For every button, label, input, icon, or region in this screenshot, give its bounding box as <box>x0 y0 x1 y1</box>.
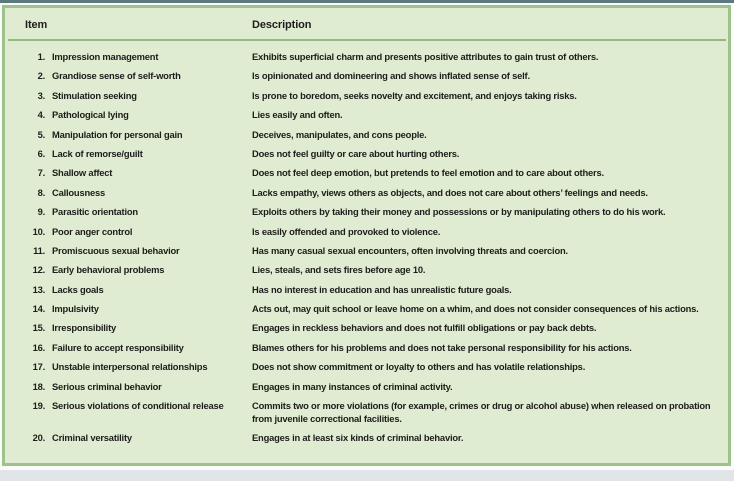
item-name: Promiscuous sexual behavior <box>52 244 180 256</box>
description-cell: Acts out, may quit school or leave home on a whim, and does not consider consequences of his actions. <box>252 303 699 315</box>
item-name: Parasitic orientation <box>52 206 138 218</box>
item-cell <box>25 69 252 82</box>
item-cell <box>25 108 252 121</box>
table-body <box>25 41 714 444</box>
item-name: Callousness <box>52 186 106 198</box>
item-cell <box>25 89 252 102</box>
item-name: Grandiose sense of self-worth <box>52 70 181 82</box>
bottom-strip <box>0 470 734 481</box>
table-row <box>25 147 714 160</box>
item-name: Impression management <box>52 51 159 62</box>
item-number: 17. <box>32 361 45 373</box>
item-cell <box>25 244 252 257</box>
item-number: 9. <box>37 206 45 218</box>
item-number: 7. <box>37 167 45 179</box>
description-cell: Has no interest in education and has unrealistic future goals. <box>252 283 512 295</box>
item-number: 6. <box>37 147 45 159</box>
description-cell: Does not feel deep emotion, but pretends to feel emotion and to care about others. <box>252 167 604 179</box>
item-number: 14. <box>32 303 45 315</box>
table-row <box>25 263 714 276</box>
table-row <box>25 128 714 141</box>
description-cell: Engages in reckless behaviors and does not fulfill obligations or pay back debts. <box>252 322 597 334</box>
item-number: 4. <box>37 109 45 121</box>
item-cell <box>25 263 252 276</box>
item-cell <box>25 341 252 354</box>
table-row <box>25 431 714 444</box>
item-number: 5. <box>37 128 45 140</box>
item-name: Manipulation for personal gain <box>52 128 183 140</box>
description-cell: Does not feel guilty or care about hurting others. <box>252 147 460 159</box>
item-number: 20. <box>32 432 45 444</box>
table-row <box>25 302 714 315</box>
top-rule <box>0 0 734 3</box>
item-number: 8. <box>37 186 45 198</box>
item-cell <box>25 431 252 444</box>
item-number: 11. <box>33 244 45 256</box>
description-cell: Commits two or more violations (for example, crimes or drug or alcohol abuse) when released on probation from juvenile correctional facilities. <box>252 400 711 425</box>
table-row <box>25 166 714 179</box>
table-row <box>25 89 714 102</box>
description-cell: Is opinionated and domineering and shows inflated sense of self. <box>252 70 530 82</box>
item-name: Pathological lying <box>52 109 129 121</box>
description-cell: Does not show commitment or loyalty to others and has volatile relationships. <box>252 361 586 373</box>
table-row <box>25 244 714 257</box>
item-cell <box>25 50 252 63</box>
item-name: Poor anger control <box>52 225 133 237</box>
item-number: 3. <box>37 89 45 101</box>
item-cell <box>25 399 252 425</box>
item-name: Impulsivity <box>52 303 99 315</box>
table-header-row <box>25 16 714 32</box>
item-name: Failure to accept responsibility <box>52 341 184 353</box>
item-cell <box>25 360 252 373</box>
table-row <box>25 399 714 425</box>
description-cell: Exhibits superficial charm and presents positive attributes to gain trust of others. <box>252 51 599 62</box>
item-cell <box>25 128 252 141</box>
item-number: 1. <box>37 51 45 62</box>
checklist-table <box>2 5 731 466</box>
table-row <box>25 108 714 121</box>
column-header-description: Description <box>252 19 312 31</box>
item-cell <box>25 380 252 393</box>
item-name: Serious violations of conditional release <box>52 400 224 412</box>
item-cell <box>25 302 252 315</box>
description-cell: Lacks empathy, views others as objects, and does not care about others’ feelings and needs. <box>252 186 648 198</box>
item-number: 19. <box>32 400 45 412</box>
description-cell: Blames others for his problems and does not take personal responsibility for his actions. <box>252 341 632 353</box>
item-cell <box>25 205 252 218</box>
item-name: Criminal versatility <box>52 432 132 444</box>
table-row <box>25 205 714 218</box>
item-cell <box>25 283 252 296</box>
item-number: 13. <box>32 283 45 295</box>
item-number: 12. <box>32 264 45 276</box>
description-cell: Engages in at least six kinds of criminal behavior. <box>252 432 464 444</box>
item-number: 2. <box>37 70 45 82</box>
item-cell <box>25 321 252 334</box>
description-cell: Engages in many instances of criminal activity. <box>252 380 453 392</box>
item-number: 16. <box>32 341 45 353</box>
item-name: Lack of remorse/guilt <box>52 147 143 159</box>
item-cell <box>25 166 252 179</box>
item-name: Lacks goals <box>52 283 104 295</box>
column-header-item: Item <box>25 19 48 31</box>
table-row <box>25 360 714 373</box>
table-row <box>25 50 714 63</box>
description-cell: Is prone to boredom, seeks novelty and excitement, and enjoys taking risks. <box>252 89 577 101</box>
item-number: 10. <box>32 225 45 237</box>
description-cell: Has many casual sexual encounters, often involving threats and coercion. <box>252 244 568 256</box>
table-row <box>25 283 714 296</box>
item-cell <box>25 147 252 160</box>
item-name: Unstable interpersonal relationships <box>52 361 208 373</box>
item-name: Irresponsibility <box>52 322 117 334</box>
table-row <box>25 341 714 354</box>
description-cell: Lies, steals, and sets fires before age 10. <box>252 264 426 276</box>
item-cell <box>25 225 252 238</box>
table-row <box>25 225 714 238</box>
description-cell: Deceives, manipulates, and cons people. <box>252 128 427 140</box>
table-row <box>25 321 714 334</box>
item-number: 15. <box>32 322 45 334</box>
item-name: Serious criminal behavior <box>52 380 162 392</box>
item-name: Early behavioral problems <box>52 264 165 276</box>
description-cell: Exploits others by taking their money and possessions or by manipulating others to do his work. <box>252 206 666 218</box>
item-name: Stimulation seeking <box>52 89 137 101</box>
item-number: 18. <box>32 380 45 392</box>
item-cell <box>25 186 252 199</box>
table-row <box>25 69 714 82</box>
table-row <box>25 380 714 393</box>
item-name: Shallow affect <box>52 167 113 179</box>
table-row <box>25 186 714 199</box>
description-cell: Is easily offended and provoked to violence. <box>252 225 441 237</box>
description-cell: Lies easily and often. <box>252 109 343 121</box>
